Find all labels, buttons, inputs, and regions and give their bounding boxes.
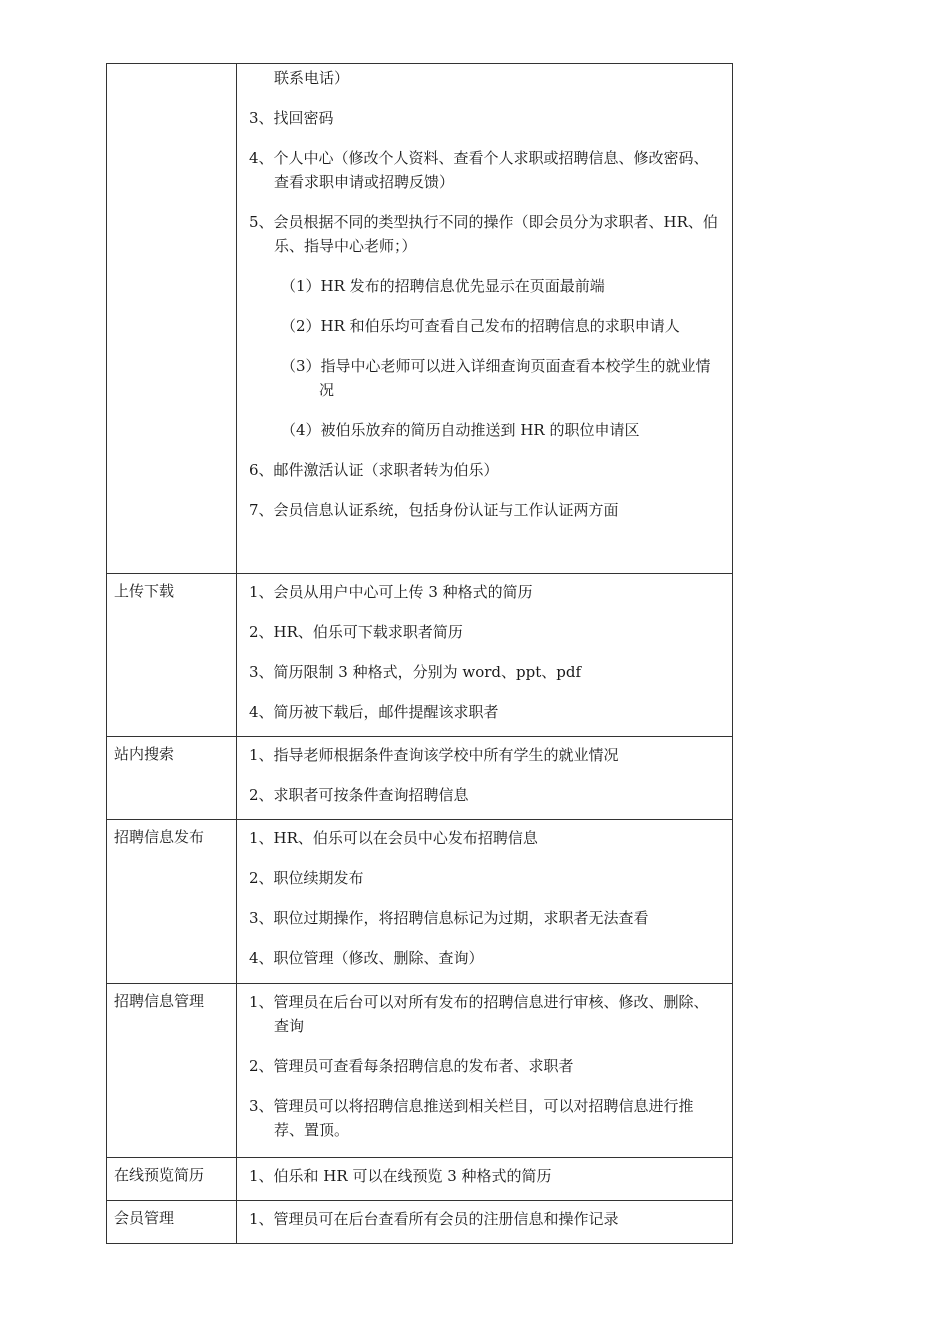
list-item: （1）HR 发布的招聘信息优先显示在页面最前端 bbox=[281, 277, 605, 295]
row-label: 会员管理 bbox=[107, 1201, 237, 1244]
list-item: 1、指导老师根据条件查询该学校中所有学生的就业情况 bbox=[249, 746, 619, 764]
list-item: 7、会员信息认证系统，包括身份认证与工作认证两方面 bbox=[249, 501, 619, 519]
row-label bbox=[107, 64, 237, 574]
list-item: 2、HR、伯乐可下载求职者简历 bbox=[249, 623, 463, 641]
list-item: 3、简历限制 3 种格式，分别为 word、ppt、pdf bbox=[249, 663, 582, 681]
row-label: 招聘信息管理 bbox=[107, 984, 237, 1158]
list-item: 4、个人中心（修改个人资料、查看个人求职或招聘信息、修改密码、查看求职申请或招聘反馈） bbox=[249, 149, 709, 191]
list-item: 联系电话） bbox=[274, 69, 350, 87]
row-content bbox=[237, 1158, 733, 1201]
list-item: 4、职位管理（修改、删除、查询） bbox=[249, 949, 484, 967]
table-row bbox=[107, 1158, 733, 1201]
table-row bbox=[107, 737, 733, 820]
row-content bbox=[237, 64, 733, 574]
row-content bbox=[237, 984, 733, 1158]
list-item: 1、管理员可在后台查看所有会员的注册信息和操作记录 bbox=[249, 1210, 619, 1228]
table-row bbox=[107, 820, 733, 984]
table-row bbox=[107, 574, 733, 737]
list-item: 2、求职者可按条件查询招聘信息 bbox=[249, 786, 469, 804]
table-row bbox=[107, 1201, 733, 1244]
list-item: 4、简历被下载后，邮件提醒该求职者 bbox=[249, 703, 499, 721]
list-item: 1、会员从用户中心可上传 3 种格式的简历 bbox=[249, 583, 533, 601]
row-label: 在线预览简历 bbox=[107, 1158, 237, 1201]
list-item: 3、找回密码 bbox=[249, 109, 334, 127]
list-item: 3、职位过期操作，将招聘信息标记为过期，求职者无法查看 bbox=[249, 909, 649, 927]
list-item: （3）指导中心老师可以进入详细查询页面查看本校学生的就业情况 bbox=[281, 357, 711, 399]
list-item: （4）被伯乐放弃的简历自动推送到 HR 的职位申请区 bbox=[281, 421, 640, 439]
list-item: 1、伯乐和 HR 可以在线预览 3 种格式的简历 bbox=[249, 1167, 552, 1185]
row-content bbox=[237, 737, 733, 820]
list-item: 1、HR、伯乐可以在会员中心发布招聘信息 bbox=[249, 829, 538, 847]
row-label: 站内搜索 bbox=[107, 737, 237, 820]
feature-table bbox=[106, 63, 733, 1244]
list-item: 2、管理员可查看每条招聘信息的发布者、求职者 bbox=[249, 1057, 574, 1075]
list-item: 5、会员根据不同的类型执行不同的操作（即会员分为求职者、HR、伯乐、指导中心老师；） bbox=[249, 213, 718, 255]
list-item: （2）HR 和伯乐均可查看自己发布的招聘信息的求职申请人 bbox=[281, 317, 680, 335]
list-item: 3、管理员可以将招聘信息推送到相关栏目，可以对招聘信息进行推荐、置顶。 bbox=[249, 1097, 694, 1139]
row-content bbox=[237, 1201, 733, 1244]
list-item: 1、管理员在后台可以对所有发布的招聘信息进行审核、修改、删除、查询 bbox=[249, 993, 709, 1035]
list-item: 2、职位续期发布 bbox=[249, 869, 364, 887]
row-label: 上传下载 bbox=[107, 574, 237, 737]
row-content bbox=[237, 574, 733, 737]
table-row bbox=[107, 64, 733, 574]
row-content bbox=[237, 820, 733, 984]
row-label: 招聘信息发布 bbox=[107, 820, 237, 984]
table-row bbox=[107, 984, 733, 1158]
list-item: 6、邮件激活认证（求职者转为伯乐） bbox=[249, 461, 499, 479]
